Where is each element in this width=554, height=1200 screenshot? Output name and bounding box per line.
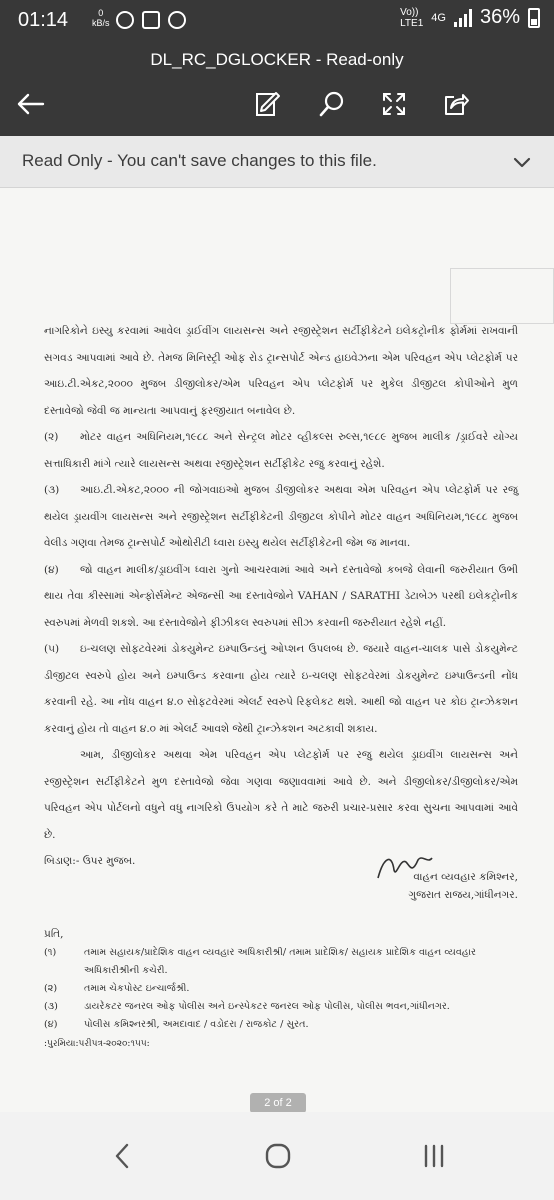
nav-home-icon <box>263 1141 293 1171</box>
nav-back-icon <box>112 1142 132 1170</box>
navigation-bar <box>0 1112 554 1200</box>
network-speed <box>92 8 110 28</box>
faded-scan-mark <box>450 268 554 324</box>
blocked-icon <box>168 11 186 29</box>
paragraph-1-text: નાગરિકોને ઇસ્યુ કરવામાં આવેલ ડ્રાઈવીંગ લાયસન્સ અને રજીસ્ટ્રેશન સર્ટીફીકેટને ઇલેકટ્રોનીક ફોર્મમાં રાખવાની સગવડ આપવામાં આવે છે. તેમજ મિનિસ્ટ્રી ઓફ રોડ ટ્રાન્સપોર્ટ એન્ડ હાઇવેઝના એમ પરિવહન એપ પ્લેટફોર્મ પર આઇ.ટી.એકટ,૨૦૦૦ મુજબ ડીજીલોકર/એમ પરિવહન એપ પ્લેટફોર્મ પર મુકેલ ડીજીટલ કોપીઓને મુળ દસ્તાવેજો જેવી જ માન્યતા આપવાનું ફરજીયાત બનાવેલ છે. <box>44 325 518 417</box>
arrow-back-icon <box>15 92 45 116</box>
closing-text: આમ, ડીજીલોકર અથવા એમ પરિવહન એપ પ્લેટફોર્મ પર રજુ થયેલ ડ્રાઇવીંગ લાયસન્સ અને રજીસ્ટ્રેશન સર્ટીફીકેટને મુળ દસ્તાવેજો જેવા ગણવા જણાવવામાં આવે છે. અને ડીજીલોકર/ડીજીલોકર/એમ પરિવહન એપ પોર્ટલનો વધુને વધુ નાગરિકો ઉપયોગ કરે તે માટે જરુરી પ્રચાર-પ્રસાર કરવા સુચના આપવામાં આવે છે. <box>44 749 518 841</box>
read-only-message: Read Only - You can't save changes to this file. <box>22 151 377 170</box>
enclosure-note: બિડાણ:- ઉપર મુજબ. <box>44 855 136 867</box>
status-time: 01:14 <box>18 9 69 31</box>
app-bar <box>0 44 554 136</box>
signature-area <box>44 848 518 924</box>
battery-icon <box>528 8 540 28</box>
fullscreen-button[interactable] <box>374 84 414 124</box>
signatory-designation: વાહન વ્યવહાર કમિશ્નર, <box>413 871 518 883</box>
status-bar <box>0 0 554 44</box>
fullscreen-icon <box>381 91 407 117</box>
closing-paragraph <box>44 742 518 848</box>
edit-icon <box>254 90 282 118</box>
copy-item <box>44 980 518 998</box>
signal-icon <box>454 9 472 27</box>
network-speed-unit: kB/s <box>92 18 110 28</box>
copy-item <box>44 998 518 1016</box>
paragraph-5 <box>44 636 518 742</box>
battery-percent: 36% <box>479 6 520 28</box>
network-speed-value: 0 <box>98 8 104 18</box>
volte-line1: Vo)) <box>400 6 419 18</box>
paragraph-1 <box>44 318 518 424</box>
copy-item-text: તમામ ચેકપોસ્ટ ઇન્ચાર્જશ્રી. <box>84 983 190 994</box>
paragraph-5-text: ઇ-ચલણ સોફટવેરમાં ડોકયુમેન્ટ ઇમ્પાઉન્ડનું ઓપ્શન ઉપલબ્ધ છે. જયારે વાહન-ચાલક પાસે ડોકયુમેન્ટ ડીજીટલ સ્વરુપે હોય અને ઇમ્પાઉન્ડ કરવાના હોય ત્યારે ઇ-ચલણ સોફટવેરમાં ડોકયુમેન્ટ ઇમ્પાઉન્ડની નોંધ કરવાની રહે. આ નોંધ વાહન ૪.૦ સોફટવેરમાં એલર્ટ સ્વરુપે રિફલેકટ થશે. આથી જો વાહન પર કોઇ ટ્રાન્ઝેકશન કરવાનું હોય તો વાહન ૪.૦ માં એલર્ટ આવશે જેથી ટ્રાન્ઝેકશન અટકાવી શકાય. <box>44 643 518 735</box>
paragraph-3 <box>44 477 518 557</box>
copy-item <box>44 944 518 980</box>
copy-item-number: (૧) <box>44 947 57 958</box>
copy-to-heading: પ્રતિ, <box>44 928 64 940</box>
paragraph-3-number: (૩) <box>44 484 60 496</box>
nav-recents-icon <box>421 1143 447 1169</box>
volte-line2: LTE1 <box>400 17 424 29</box>
status-right <box>400 6 540 29</box>
notification-icons <box>116 11 186 29</box>
nav-recents-button[interactable] <box>412 1134 456 1178</box>
back-button[interactable] <box>10 84 50 124</box>
copy-item <box>44 1016 518 1034</box>
chevron-down-icon[interactable] <box>510 150 534 174</box>
paragraph-2-number: (૨) <box>44 431 59 443</box>
document-reference: :પુરમિયા:પરીપત્ર-૨૦૨૦:૧૫૫: <box>44 1039 150 1049</box>
gallery-icon <box>142 11 160 29</box>
share-button[interactable] <box>436 84 476 124</box>
copy-item-text: પોલીસ કમિશ્નરશ્રી, અમદાવાદ / વડોદરા / રાજકોટ / સુરત. <box>84 1019 309 1030</box>
volte-indicator <box>400 7 423 29</box>
search-button[interactable] <box>312 84 352 124</box>
paragraph-5-number: (૫) <box>44 643 60 655</box>
page-indicator: 2 of 2 <box>250 1093 306 1112</box>
paragraph-4 <box>44 557 518 637</box>
paragraph-2 <box>44 424 518 477</box>
share-icon <box>442 90 470 118</box>
signatory-office: ગુજરાત રાજય,ગાંધીનગર. <box>408 889 518 901</box>
copy-item-number: (૪) <box>44 1019 58 1030</box>
copy-item-text: ડાયરેકટર જનરલ ઓફ પોલીસ અને ઇન્સ્પેકટર જનરલ ઓફ પોલીસ, પોલીસ ભવન,ગાંધીનગર. <box>84 1001 450 1012</box>
search-icon <box>318 90 346 118</box>
document-page[interactable] <box>0 188 554 1112</box>
copy-item-text: તમામ સહાયક/પ્રાદેશિક વાહન વ્યવહાર અધિકારીશ્રી/ તમામ પ્રાદેશિક/ સહાયક પ્રાદેશિક વાહન વ્યવહાર અધિકારીશ્રીની કચેરી. <box>84 947 477 976</box>
document-body <box>44 318 518 1052</box>
location-icon <box>116 11 134 29</box>
nav-back-button[interactable] <box>100 1134 144 1178</box>
paragraph-3-text: આઇ.ટી.એકટ,૨૦૦૦ ની જોગવાઇઓ મુજબ ડીજીલોકર અથવા એમ પરિવહન એપ પ્લેટફોર્મ પર રજુ થયેલ ડ્રાયવીંગ લાયસન્સ અને રજીસ્ટ્રેશન સર્ટીફીકેટની ડીજીટલ કોપીને મોટર વાહન અધિનિયમ,૧૯૮૮ મુજબ વેલીડ ગણવા તેમજ ટ્રાન્સપોર્ટ ઓથોરીટી ધ્વારા ઇસ્યુ થયેલ સર્ટીફીકેટની જેમ જ માનવા. <box>44 484 518 549</box>
document-title: DL_RC_DGLOCKER - Read-only <box>150 50 404 69</box>
paragraph-2-text: મોટર વાહન અધિનિયમ,૧૯૮૮ અને સેન્ટ્રલ મોટર વ્હીકલ્સ રુલ્સ,૧૯૮૯ મુજબ માલીક /ડ્રાઈવરે યોગ્ય સત્તાધિકારી માંગે ત્યારે લાયસન્સ અથવા રજીસ્ટ્રેશન સર્ટીફીકેટ રજુ કરવાનું રહેશે. <box>44 431 518 470</box>
nav-home-button[interactable] <box>256 1134 300 1178</box>
edit-button[interactable] <box>248 84 288 124</box>
paragraph-4-number: (૪) <box>44 563 59 576</box>
network-type: 4G <box>431 11 446 24</box>
paragraph-4-text: જો વાહન માલીક/ડ્રાઇવીંગ ધ્વારા ગુનો આચરવામાં આવે અને દસ્તાવેજો કબજે લેવાની જરુરીયાત ઉભી થાય તેવા કીસ્સામાં એન્ફોર્સમેન્ટ એજન્સી આ દસ્તાવેજોને VAHAN / SARATHI ડેટાબેઝ પરથી ઇલેકટ્રોનીક સ્વરુપમાં મેળવી શકશે. આ દસ્તાવેજોને ફીઝીકલ સ્વરુપમાં સીઝ કરવાની જરુરીયાત રહેશે નહીં. <box>44 563 518 629</box>
copy-item-number: (૩) <box>44 1001 58 1012</box>
copy-item-number: (૨) <box>44 983 58 994</box>
read-only-banner[interactable] <box>0 136 554 188</box>
